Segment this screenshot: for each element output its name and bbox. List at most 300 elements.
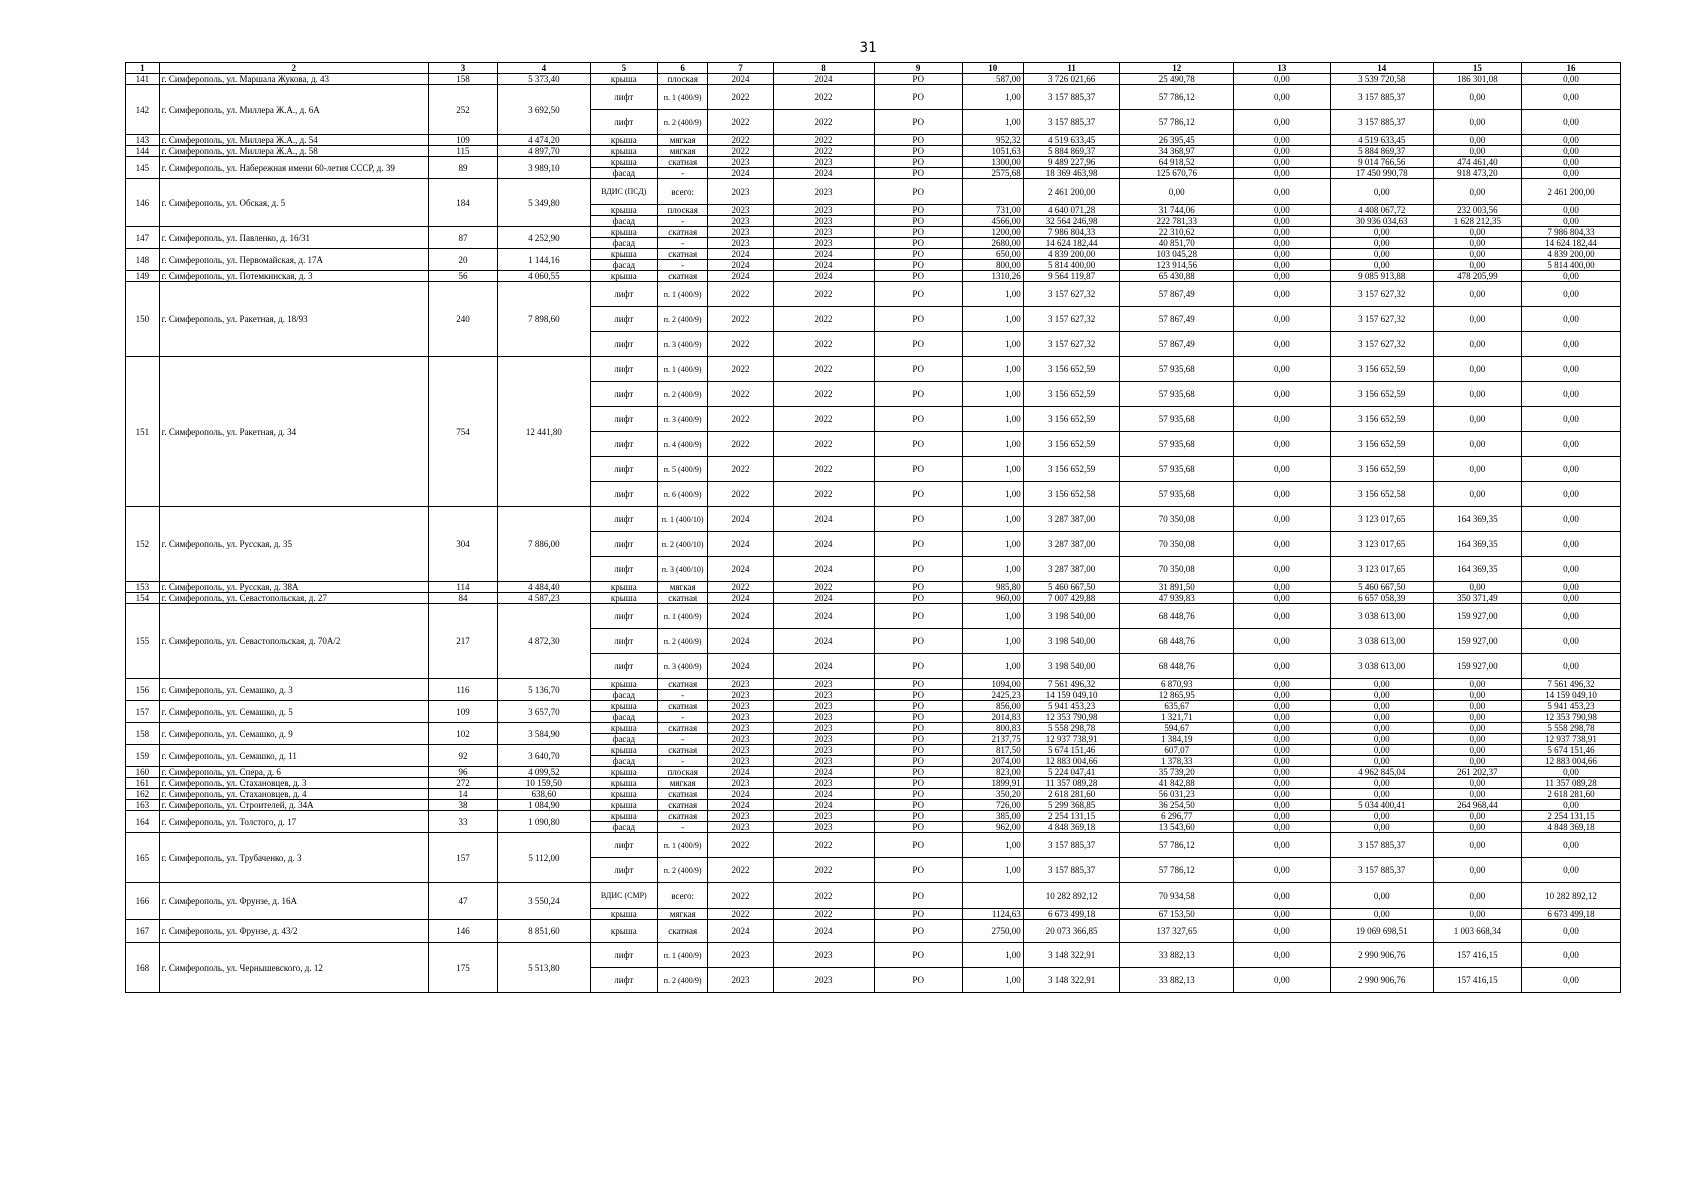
table-cell: 26 395,45 bbox=[1120, 135, 1234, 146]
table-cell: 1,00 bbox=[962, 382, 1023, 407]
table-cell: 4 872,30 bbox=[498, 604, 591, 679]
table-cell: 1,00 bbox=[962, 532, 1023, 557]
table-cell: лифт bbox=[590, 357, 657, 382]
table-cell: 3 156 652,58 bbox=[1023, 482, 1120, 507]
table-cell: 2022 bbox=[773, 432, 874, 457]
table-cell: крыша bbox=[590, 135, 657, 146]
table-cell: п. 2 (400/9) bbox=[657, 307, 707, 332]
table-cell: 9 014 766,56 bbox=[1330, 157, 1433, 168]
table-cell: 2022 bbox=[708, 858, 773, 883]
table-cell: крыша bbox=[590, 249, 657, 260]
table-cell: 2023 bbox=[708, 778, 773, 789]
table-row bbox=[126, 604, 1621, 629]
table-cell: 68 448,76 bbox=[1120, 654, 1234, 679]
table-cell: лифт bbox=[590, 604, 657, 629]
table-cell: 0,00 bbox=[1234, 249, 1331, 260]
table-cell: г. Симферополь, ул. Ракетная, д. 18/93 bbox=[159, 282, 428, 357]
table-cell: 0,00 bbox=[1433, 382, 1521, 407]
table-cell: РО bbox=[874, 679, 962, 690]
table-cell: 154 bbox=[126, 593, 160, 604]
table-cell: п. 1 (400/9) bbox=[657, 604, 707, 629]
table-row bbox=[126, 179, 1621, 205]
table-cell: 2024 bbox=[773, 260, 874, 271]
table-cell: 3 156 652,59 bbox=[1330, 407, 1433, 432]
table-cell: 102 bbox=[428, 723, 497, 745]
table-cell: 2023 bbox=[773, 822, 874, 833]
table-cell: 159 bbox=[126, 745, 160, 767]
table-cell: 0,00 bbox=[1522, 85, 1621, 110]
table-cell: 2023 bbox=[708, 734, 773, 745]
table-cell: 149 bbox=[126, 271, 160, 282]
table-cell: 2022 bbox=[708, 582, 773, 593]
table-cell: крыша bbox=[590, 745, 657, 756]
table-cell: 34 368,97 bbox=[1120, 146, 1234, 157]
table-cell: 1,00 bbox=[962, 507, 1023, 532]
table-row bbox=[126, 135, 1621, 146]
table-cell: 4 408 067,72 bbox=[1330, 205, 1433, 216]
table-cell: 1,00 bbox=[962, 943, 1023, 968]
table-cell: 2 461 200,00 bbox=[1023, 179, 1120, 205]
table-cell: 4 897,70 bbox=[498, 146, 591, 157]
table-cell: 0,00 bbox=[1234, 85, 1331, 110]
table-cell: 0,00 bbox=[1234, 629, 1331, 654]
table-cell: 952,32 bbox=[962, 135, 1023, 146]
table-row bbox=[126, 85, 1621, 110]
table-cell: 4 587,23 bbox=[498, 593, 591, 604]
table-cell: 3 640,70 bbox=[498, 745, 591, 767]
table-cell: 800,83 bbox=[962, 723, 1023, 734]
table-cell: 0,00 bbox=[1234, 968, 1331, 993]
table-cell: 32 564 246,98 bbox=[1023, 216, 1120, 227]
table-cell: 18 369 463,98 bbox=[1023, 168, 1120, 179]
table-cell: 0,00 bbox=[1330, 883, 1433, 909]
table-cell: 3 584,90 bbox=[498, 723, 591, 745]
table-cell: 2024 bbox=[708, 507, 773, 532]
table-cell: РО bbox=[874, 629, 962, 654]
table-cell: 2024 bbox=[773, 800, 874, 811]
table-cell: 0,00 bbox=[1330, 723, 1433, 734]
table-cell: 159 927,00 bbox=[1433, 629, 1521, 654]
column-header: 14 bbox=[1330, 63, 1433, 74]
table-cell: 3 123 017,65 bbox=[1330, 532, 1433, 557]
table-cell: 0,00 bbox=[1433, 690, 1521, 701]
table-cell: 33 882,13 bbox=[1120, 968, 1234, 993]
capital-repair-table bbox=[125, 62, 1621, 993]
table-cell: 157 bbox=[126, 701, 160, 723]
table-cell: 0,00 bbox=[1522, 407, 1621, 432]
table-cell: 1 384,19 bbox=[1120, 734, 1234, 745]
table-cell: 1 084,90 bbox=[498, 800, 591, 811]
table-cell: 17 450 990,78 bbox=[1330, 168, 1433, 179]
table-cell: 67 153,50 bbox=[1120, 909, 1234, 920]
table-cell: лифт bbox=[590, 943, 657, 968]
table-cell: 1,00 bbox=[962, 557, 1023, 582]
table-cell: 1 090,80 bbox=[498, 811, 591, 833]
table-cell: 57 935,68 bbox=[1120, 407, 1234, 432]
table-cell: 2022 bbox=[708, 135, 773, 146]
table-cell: 70 350,08 bbox=[1120, 557, 1234, 582]
table-cell: 0,00 bbox=[1330, 909, 1433, 920]
table-cell: 5 034 400,41 bbox=[1330, 800, 1433, 811]
table-cell: 0,00 bbox=[1330, 179, 1433, 205]
table-cell: 2022 bbox=[773, 407, 874, 432]
table-cell: РО bbox=[874, 249, 962, 260]
table-cell: крыша bbox=[590, 146, 657, 157]
table-cell: крыша bbox=[590, 701, 657, 712]
table-cell: фасад bbox=[590, 238, 657, 249]
table-cell: 14 bbox=[428, 789, 497, 800]
table-cell: 0,00 bbox=[1522, 307, 1621, 332]
table-cell: крыша bbox=[590, 679, 657, 690]
table-cell: 0,00 bbox=[1330, 822, 1433, 833]
table-cell: 2023 bbox=[708, 679, 773, 690]
table-cell: 0,00 bbox=[1234, 712, 1331, 723]
table-cell: РО bbox=[874, 767, 962, 778]
table-cell: 12 865,95 bbox=[1120, 690, 1234, 701]
table-cell: 4 848 369,18 bbox=[1522, 822, 1621, 833]
column-header: 12 bbox=[1120, 63, 1234, 74]
table-cell: 918 473,20 bbox=[1433, 168, 1521, 179]
table-cell: 2022 bbox=[773, 307, 874, 332]
table-cell: 0,00 bbox=[1234, 690, 1331, 701]
table-cell: 57 786,12 bbox=[1120, 110, 1234, 135]
table-cell: 2023 bbox=[708, 701, 773, 712]
table-cell: г. Симферополь, ул. Спера, д. 6 bbox=[159, 767, 428, 778]
table-cell: 2023 bbox=[773, 179, 874, 205]
table-cell: п. 2 (400/9) bbox=[657, 110, 707, 135]
table-cell: 0,00 bbox=[1330, 789, 1433, 800]
table-cell: РО bbox=[874, 357, 962, 382]
table-cell: 2022 bbox=[773, 858, 874, 883]
table-cell: 3 198 540,00 bbox=[1023, 604, 1120, 629]
table-cell: 155 bbox=[126, 604, 160, 679]
table-cell: фасад bbox=[590, 734, 657, 745]
table-cell: 2022 bbox=[773, 282, 874, 307]
table-cell: 4 252,90 bbox=[498, 227, 591, 249]
table-cell: 3 198 540,00 bbox=[1023, 629, 1120, 654]
table-cell: 5 558 298,78 bbox=[1023, 723, 1120, 734]
table-cell: 89 bbox=[428, 157, 497, 179]
table-cell: 2023 bbox=[708, 179, 773, 205]
table-cell: 0,00 bbox=[1234, 179, 1331, 205]
table-cell: 20 bbox=[428, 249, 497, 271]
table-cell: РО bbox=[874, 532, 962, 557]
table-cell: РО bbox=[874, 582, 962, 593]
table-cell: 2022 bbox=[773, 85, 874, 110]
table-cell: 0,00 bbox=[1522, 216, 1621, 227]
table-cell: скатная bbox=[657, 157, 707, 168]
table-cell: 0,00 bbox=[1234, 745, 1331, 756]
table-cell: 2023 bbox=[773, 734, 874, 745]
table-cell: 159 927,00 bbox=[1433, 604, 1521, 629]
table-cell: 960,00 bbox=[962, 593, 1023, 604]
table-cell: 0,00 bbox=[1522, 557, 1621, 582]
table-cell: 2024 bbox=[708, 789, 773, 800]
table-row bbox=[126, 507, 1621, 532]
table-cell: 2022 bbox=[773, 883, 874, 909]
table-cell: 0,00 bbox=[1234, 822, 1331, 833]
table-cell: РО bbox=[874, 690, 962, 701]
table-cell: 0,00 bbox=[1433, 745, 1521, 756]
table-cell: 1,00 bbox=[962, 968, 1023, 993]
table-cell: 0,00 bbox=[1433, 179, 1521, 205]
table-cell: 2425,23 bbox=[962, 690, 1023, 701]
table-cell: 3 038 613,00 bbox=[1330, 604, 1433, 629]
table-cell: 0,00 bbox=[1522, 332, 1621, 357]
table-cell: 3 156 652,59 bbox=[1023, 407, 1120, 432]
table-cell: 1,00 bbox=[962, 407, 1023, 432]
table-cell: 2023 bbox=[773, 756, 874, 767]
table-cell: РО bbox=[874, 85, 962, 110]
table-cell: 0,00 bbox=[1433, 110, 1521, 135]
column-header: 7 bbox=[708, 63, 773, 74]
table-cell: 184 bbox=[428, 179, 497, 227]
table-cell: 4 519 633,45 bbox=[1023, 135, 1120, 146]
table-cell: 2022 bbox=[708, 282, 773, 307]
table-cell: 2024 bbox=[773, 767, 874, 778]
table-cell: скатная bbox=[657, 701, 707, 712]
table-cell: 2023 bbox=[708, 822, 773, 833]
table-cell: 2024 bbox=[708, 532, 773, 557]
table-cell: 0,00 bbox=[1433, 811, 1521, 822]
table-cell: 7 007 429,88 bbox=[1023, 593, 1120, 604]
table-cell: 0,00 bbox=[1433, 858, 1521, 883]
table-cell: РО bbox=[874, 654, 962, 679]
table-cell: 5 941 453,23 bbox=[1023, 701, 1120, 712]
table-cell: 2023 bbox=[773, 157, 874, 168]
table-cell: 3 989,10 bbox=[498, 157, 591, 179]
table-cell: 0,00 bbox=[1433, 332, 1521, 357]
table-cell: 0,00 bbox=[1234, 883, 1331, 909]
page-number: 31 bbox=[859, 40, 877, 56]
table-cell: г. Симферополь, ул. Миллера Ж.А., д. 54 bbox=[159, 135, 428, 146]
table-cell: г. Симферополь, ул. Семашко, д. 5 bbox=[159, 701, 428, 723]
table-cell: 0,00 bbox=[1330, 712, 1433, 723]
table-cell: 57 935,68 bbox=[1120, 357, 1234, 382]
table-cell: 0,00 bbox=[1433, 227, 1521, 238]
table-cell: 9 489 227,96 bbox=[1023, 157, 1120, 168]
table-cell: 12 353 790,98 bbox=[1522, 712, 1621, 723]
table-cell: 0,00 bbox=[1234, 582, 1331, 593]
table-cell: 12 937 738,91 bbox=[1522, 734, 1621, 745]
table-cell: 1899,91 bbox=[962, 778, 1023, 789]
table-cell: 31 744,06 bbox=[1120, 205, 1234, 216]
table-cell: 272 bbox=[428, 778, 497, 789]
table-cell: 167 bbox=[126, 920, 160, 943]
table-cell: 0,00 bbox=[1330, 260, 1433, 271]
table-cell bbox=[962, 179, 1023, 205]
table-cell: 141 bbox=[126, 74, 160, 85]
table-row bbox=[126, 593, 1621, 604]
table-cell: 116 bbox=[428, 679, 497, 701]
table-cell: скатная bbox=[657, 920, 707, 943]
table-cell: п. 6 (400/9) bbox=[657, 482, 707, 507]
table-cell: РО bbox=[874, 110, 962, 135]
table-cell: 2024 bbox=[773, 507, 874, 532]
table-cell: 11 357 089,28 bbox=[1522, 778, 1621, 789]
table-cell: 587,00 bbox=[962, 74, 1023, 85]
table-cell: крыша bbox=[590, 227, 657, 238]
table-cell: 2023 bbox=[773, 690, 874, 701]
table-cell: РО bbox=[874, 833, 962, 858]
table-cell: 70 350,08 bbox=[1120, 532, 1234, 557]
table-cell: 0,00 bbox=[1234, 168, 1331, 179]
table-cell: крыша bbox=[590, 157, 657, 168]
table-cell: 0,00 bbox=[1522, 271, 1621, 282]
table-cell: 0,00 bbox=[1234, 357, 1331, 382]
table-row bbox=[126, 767, 1621, 778]
table-cell: 1 378,33 bbox=[1120, 756, 1234, 767]
table-cell: 165 bbox=[126, 833, 160, 883]
table-cell: 4 484,40 bbox=[498, 582, 591, 593]
table-cell: 731,00 bbox=[962, 205, 1023, 216]
table-cell: г. Симферополь, ул. Севастопольская, д. 70А/2 bbox=[159, 604, 428, 679]
table-cell: 33 882,13 bbox=[1120, 943, 1234, 968]
table-cell: 2 461 200,00 bbox=[1522, 179, 1621, 205]
table-cell: 264 968,44 bbox=[1433, 800, 1521, 811]
table-cell: 3 550,24 bbox=[498, 883, 591, 920]
table-cell: г. Симферополь, ул. Русская, д. 38А bbox=[159, 582, 428, 593]
table-cell: 5 136,70 bbox=[498, 679, 591, 701]
table-cell: мягкая bbox=[657, 778, 707, 789]
table-cell: 985,80 bbox=[962, 582, 1023, 593]
table-cell: 1124,63 bbox=[962, 909, 1023, 920]
table-cell: 0,00 bbox=[1330, 701, 1433, 712]
table-cell: 0,00 bbox=[1234, 811, 1331, 822]
table-cell: РО bbox=[874, 168, 962, 179]
table-cell: 20 073 366,85 bbox=[1023, 920, 1120, 943]
table-cell: 4 099,52 bbox=[498, 767, 591, 778]
table-cell: фасад bbox=[590, 690, 657, 701]
table-cell: 0,00 bbox=[1234, 260, 1331, 271]
table-cell: 2022 bbox=[773, 833, 874, 858]
table-row bbox=[126, 811, 1621, 822]
table-cell: 2023 bbox=[773, 745, 874, 756]
table-cell: 0,00 bbox=[1522, 168, 1621, 179]
table-cell: 7 561 496,32 bbox=[1023, 679, 1120, 690]
table-cell: 0,00 bbox=[1234, 332, 1331, 357]
table-cell: 2022 bbox=[708, 432, 773, 457]
table-cell: г. Симферополь, ул. Семашко, д. 9 bbox=[159, 723, 428, 745]
table-cell: 0,00 bbox=[1234, 734, 1331, 745]
table-cell: лифт bbox=[590, 507, 657, 532]
table-cell: 0,00 bbox=[1522, 767, 1621, 778]
table-cell: РО bbox=[874, 238, 962, 249]
table-cell: 3 287 387,00 bbox=[1023, 532, 1120, 557]
table-cell: РО bbox=[874, 407, 962, 432]
table-cell: 4 848 369,18 bbox=[1023, 822, 1120, 833]
table-cell: п. 1 (400/9) bbox=[657, 833, 707, 858]
table-cell: 1,00 bbox=[962, 357, 1023, 382]
table-cell: фасад bbox=[590, 216, 657, 227]
table-cell: 2022 bbox=[773, 357, 874, 382]
table-cell: 2014,83 bbox=[962, 712, 1023, 723]
table-cell: лифт bbox=[590, 407, 657, 432]
table-cell: - bbox=[657, 238, 707, 249]
table-cell: 4566,00 bbox=[962, 216, 1023, 227]
table-cell: РО bbox=[874, 822, 962, 833]
table-cell: 817,50 bbox=[962, 745, 1023, 756]
table-cell: 146 bbox=[428, 920, 497, 943]
table-cell: 147 bbox=[126, 227, 160, 249]
table-cell: скатная bbox=[657, 679, 707, 690]
table-cell: 0,00 bbox=[1522, 382, 1621, 407]
table-cell: 2022 bbox=[773, 909, 874, 920]
table-cell: 0,00 bbox=[1522, 457, 1621, 482]
table-cell: 157 416,15 bbox=[1433, 943, 1521, 968]
table-cell: 2024 bbox=[773, 74, 874, 85]
table-cell: 2022 bbox=[708, 482, 773, 507]
table-cell: 3 198 540,00 bbox=[1023, 654, 1120, 679]
table-cell: РО bbox=[874, 789, 962, 800]
table-cell: 0,00 bbox=[1234, 723, 1331, 734]
table-cell: крыша bbox=[590, 74, 657, 85]
table-cell: крыша bbox=[590, 920, 657, 943]
table-cell: - bbox=[657, 734, 707, 745]
table-cell: 3 148 322,91 bbox=[1023, 943, 1120, 968]
table-cell: 0,00 bbox=[1234, 833, 1331, 858]
table-cell: 125 670,76 bbox=[1120, 168, 1234, 179]
table-cell: 3 038 613,00 bbox=[1330, 654, 1433, 679]
table-cell: 2022 bbox=[708, 909, 773, 920]
table-cell: 0,00 bbox=[1433, 238, 1521, 249]
table-cell: 158 bbox=[428, 74, 497, 85]
table-cell: 3 657,70 bbox=[498, 701, 591, 723]
table-cell: скатная bbox=[657, 745, 707, 756]
table-cell: 0,00 bbox=[1234, 789, 1331, 800]
table-cell: п. 2 (400/9) bbox=[657, 968, 707, 993]
table-cell: 0,00 bbox=[1433, 307, 1521, 332]
table-cell: 13 543,60 bbox=[1120, 822, 1234, 833]
table-cell: 0,00 bbox=[1234, 457, 1331, 482]
table-cell: 14 624 182,44 bbox=[1522, 238, 1621, 249]
table-cell: РО bbox=[874, 457, 962, 482]
table-cell: п. 3 (400/9) bbox=[657, 407, 707, 432]
table-row bbox=[126, 789, 1621, 800]
table-cell: п. 3 (400/9) bbox=[657, 332, 707, 357]
table-cell: скатная bbox=[657, 789, 707, 800]
table-cell: 0,00 bbox=[1522, 357, 1621, 382]
table-cell: РО bbox=[874, 146, 962, 157]
table-cell: 0,00 bbox=[1330, 811, 1433, 822]
table-cell: г. Симферополь, ул. Первомайская, д. 17А bbox=[159, 249, 428, 271]
table-cell: 2024 bbox=[708, 767, 773, 778]
table-cell: 1,00 bbox=[962, 833, 1023, 858]
table-cell: 6 657 058,39 bbox=[1330, 593, 1433, 604]
table-cell: 0,00 bbox=[1234, 307, 1331, 332]
table-cell: 0,00 bbox=[1522, 968, 1621, 993]
table-cell: 4 640 071,28 bbox=[1023, 205, 1120, 216]
table-cell: 3 148 322,91 bbox=[1023, 968, 1120, 993]
table-cell: 2022 bbox=[773, 110, 874, 135]
table-cell: лифт bbox=[590, 85, 657, 110]
table-cell: 0,00 bbox=[1433, 778, 1521, 789]
table-row bbox=[126, 883, 1621, 909]
table-cell: РО bbox=[874, 920, 962, 943]
table-cell: 0,00 bbox=[1522, 800, 1621, 811]
table-cell: г. Симферополь, ул. Маршала Жукова, д. 43 bbox=[159, 74, 428, 85]
table-cell: 2024 bbox=[708, 249, 773, 260]
table-row bbox=[126, 943, 1621, 968]
table-cell: 1,00 bbox=[962, 858, 1023, 883]
table-cell: крыша bbox=[590, 582, 657, 593]
table-cell: 304 bbox=[428, 507, 497, 582]
table-body bbox=[126, 74, 1621, 993]
table-cell: 70 350,08 bbox=[1120, 507, 1234, 532]
table-cell: лифт bbox=[590, 557, 657, 582]
column-header: 1 bbox=[126, 63, 160, 74]
table-cell: 152 bbox=[126, 507, 160, 582]
